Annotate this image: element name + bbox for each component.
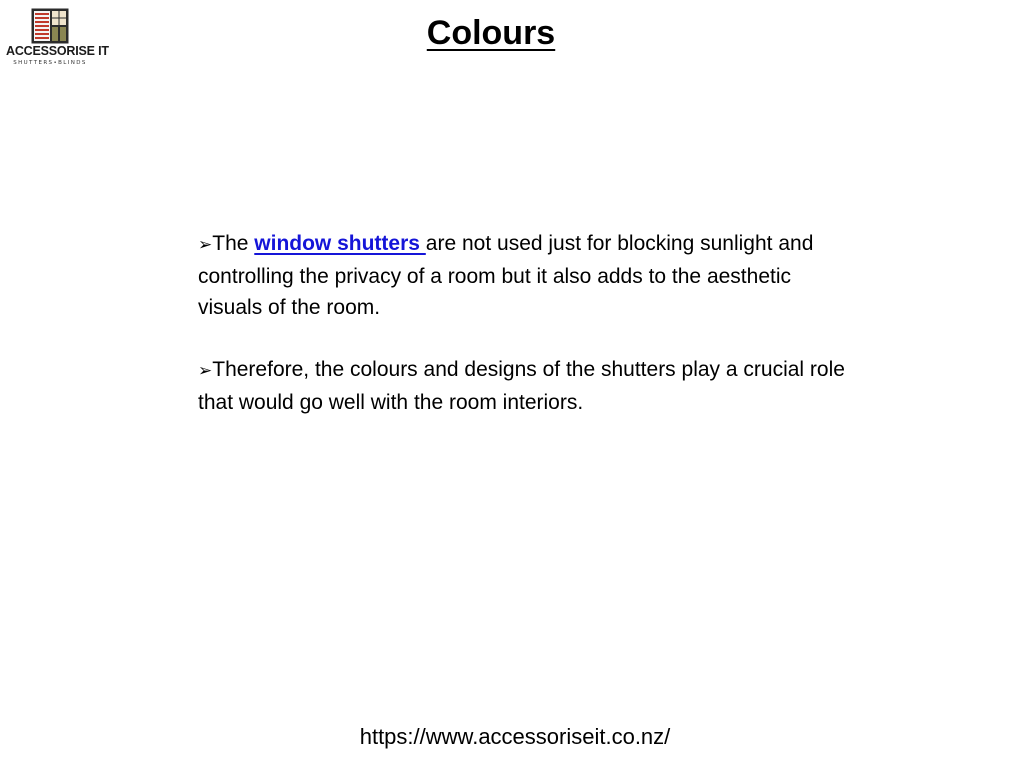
- logo-tagline: SHUTTERS•BLINDS: [13, 60, 87, 66]
- website-url: https://www.accessoriseit.co.nz/: [359, 724, 671, 749]
- logo-name: ACCESSORISE IT: [6, 44, 109, 58]
- slide-title-text: Colours: [426, 14, 556, 52]
- arrow-bullet-icon: ➢: [198, 235, 213, 255]
- bullet-point-1: [198, 228, 858, 323]
- window-shutters-link[interactable]: window shutters: [254, 232, 426, 255]
- arrow-bullet-icon: ➢: [198, 361, 213, 381]
- bullet-2-text: Therefore, the colours and designs of the shutters play a crucial role that would go well with the room interiors.: [198, 358, 845, 414]
- slide-title: [0, 12, 982, 54]
- bullet-1-text-before: The: [212, 232, 255, 255]
- slide-body: [198, 228, 858, 449]
- bullet-1-text-after: are not used just for blocking sunlight and controlling the privacy of a room but it also adds to the aesthetic visuals of the room.: [198, 232, 814, 319]
- bullet-point-2: [198, 354, 858, 418]
